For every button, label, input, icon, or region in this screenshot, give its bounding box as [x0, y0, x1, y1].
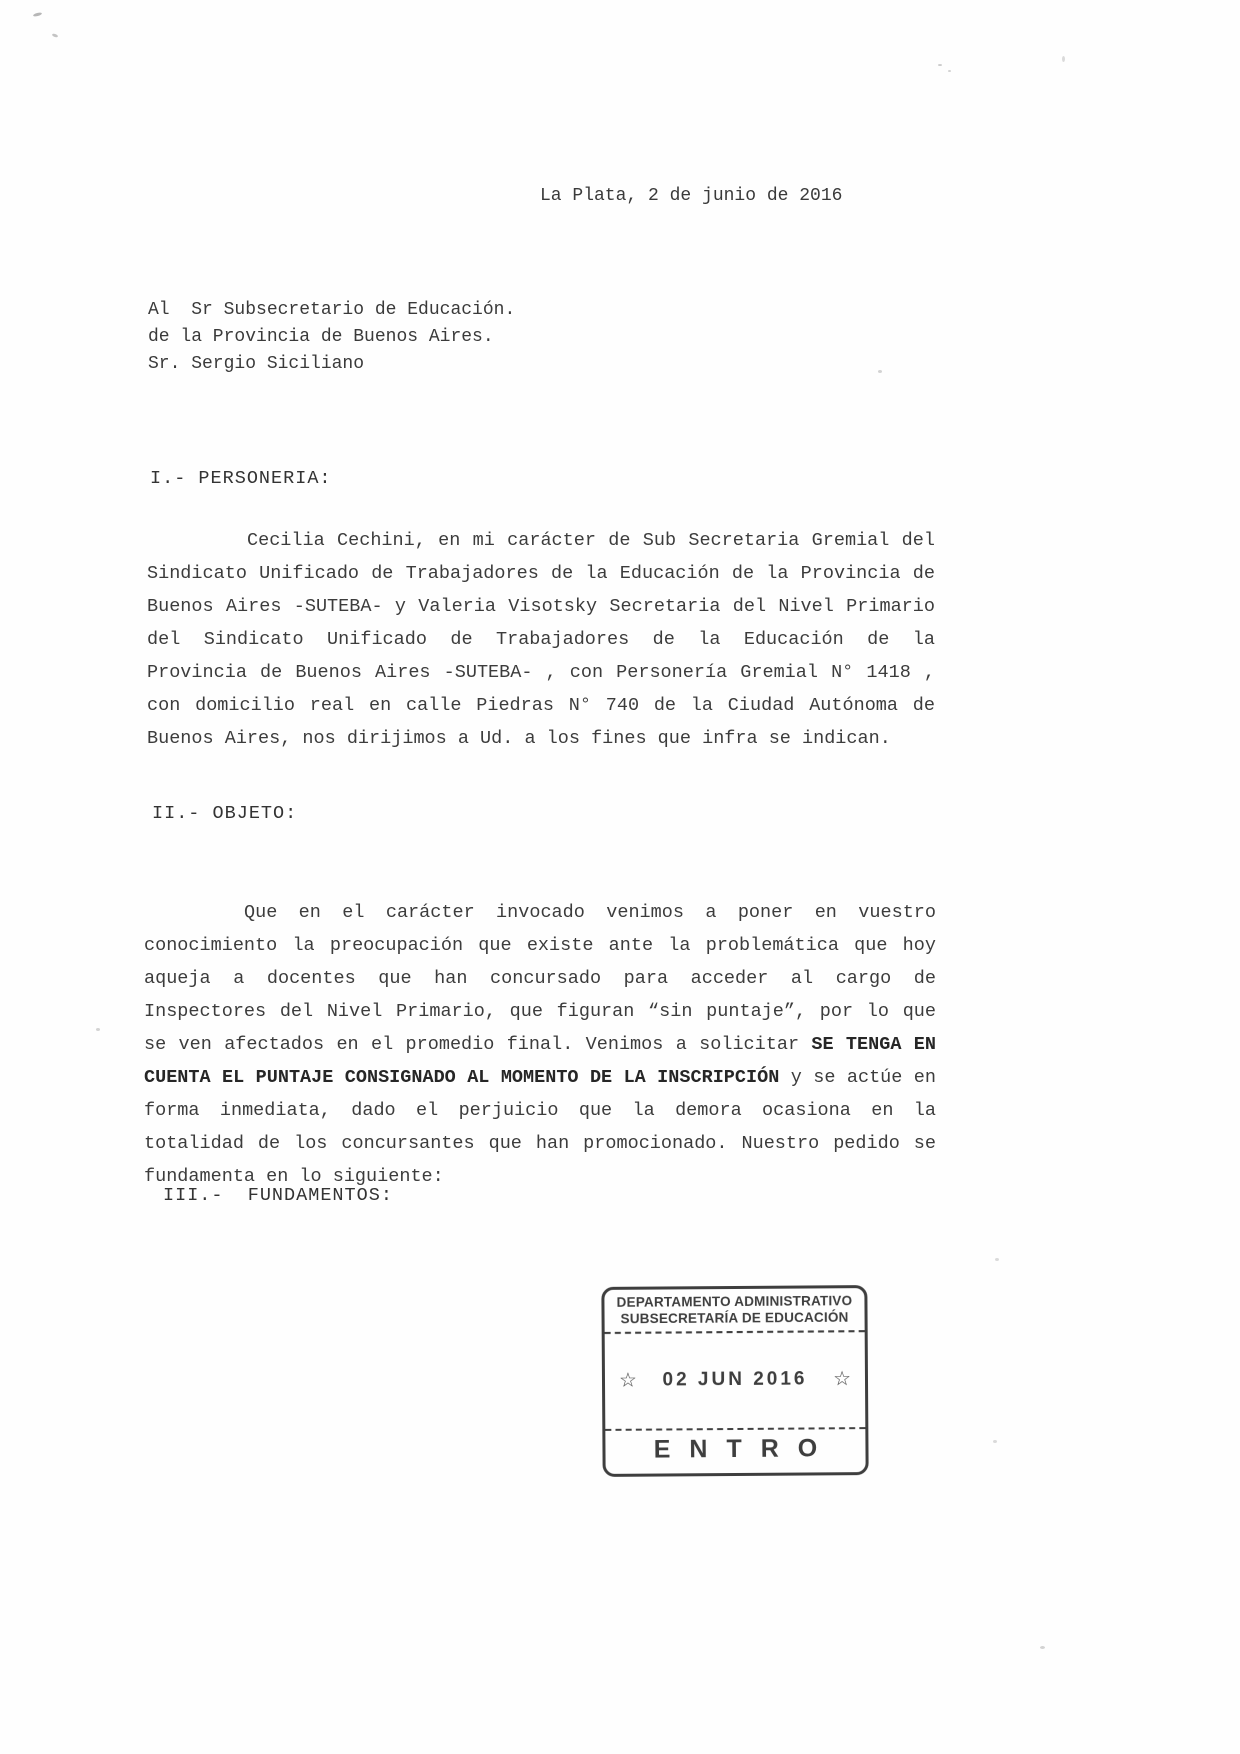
scan-artifact — [993, 1440, 997, 1443]
reception-stamp — [601, 1285, 868, 1477]
stamp-received-label: ENTRO — [605, 1427, 865, 1474]
section-heading-fundamentos: III.- FUNDAMENTOS: — [163, 1185, 393, 1206]
stamp-date-row — [605, 1331, 866, 1429]
star-icon: ☆ — [832, 1368, 852, 1391]
objeto-text-bold: SE TENGA EN CUENTA EL PUNTAJE CONSIGNADO AL MOMENTO DE LA INSCRIPCIÓN — [144, 1034, 936, 1088]
stamp-date: 02 JUN 2016 — [662, 1368, 808, 1391]
section-heading-personeria: I.- PERSONERIA: — [150, 468, 332, 489]
recipient-line-1: Al Sr Subsecretario de Educación. — [148, 300, 516, 320]
personeria-paragraph: Cecilia Cechini, en mi carácter de Sub Secretaria Gremial del Sindicato Unificado de Trabajadores de la Educación de la Provincia de Buenos Aires -SUTEBA- y Valeria Visotsky Secretaria del Nivel Primario del Sindicato Unificado de Trabajadores de la Educación de la Provincia de Buenos Aires -SUTEBA- , con Personería Gremial N° 1418 , con domicilio real en calle Piedras N° 740 de la Ciudad Autónoma de Buenos Aires, nos dirijimos a Ud. a los fines que infra se indican. — [147, 530, 935, 749]
recipient-block — [148, 297, 515, 378]
dateline: La Plata, 2 de junio de 2016 — [540, 186, 843, 206]
stamp-subsecretary-line: SUBSECRETARÍA DE EDUCACIÓN — [620, 1309, 849, 1327]
scan-artifact — [938, 64, 942, 66]
objeto-text-before-bold: Que en el carácter invocado venimos a poner en vuestro conocimiento la preocupación que existe ante la problemática que hoy aqueja a docentes que han concursado para acceder al cargo de Inspectores del Nivel Primario, que figuran “sin puntaje”, por lo que se ven afectados en el promedio final. Venimos a solicitar — [144, 902, 936, 1055]
scan-artifact — [1040, 1646, 1045, 1649]
recipient-line-3: Sr. Sergio Siciliano — [148, 354, 365, 374]
scan-artifact — [33, 12, 42, 17]
objeto-paragraph — [144, 896, 936, 1193]
section-heading-objeto: II.- OBJETO: — [152, 803, 298, 824]
star-icon: ☆ — [618, 1369, 638, 1392]
objeto-text-after-bold: y se actúe en forma inmediata, dado el perjuicio que la demora ocasiona en la totalidad de los concursantes que han promocionado. Nuestro pedido se fundamenta en lo siguiente: — [144, 1067, 936, 1187]
stamp-header — [604, 1287, 864, 1334]
recipient-line-2: de la Provincia de Buenos Aires. — [148, 327, 494, 347]
scan-artifact — [995, 1258, 999, 1261]
scan-artifact — [1062, 56, 1065, 62]
scan-artifact — [878, 370, 882, 373]
scan-artifact — [948, 70, 951, 72]
stamp-department-line: DEPARTAMENTO ADMINISTRATIVO — [616, 1292, 853, 1310]
scan-artifact — [52, 33, 59, 38]
scan-artifact — [96, 1028, 100, 1031]
